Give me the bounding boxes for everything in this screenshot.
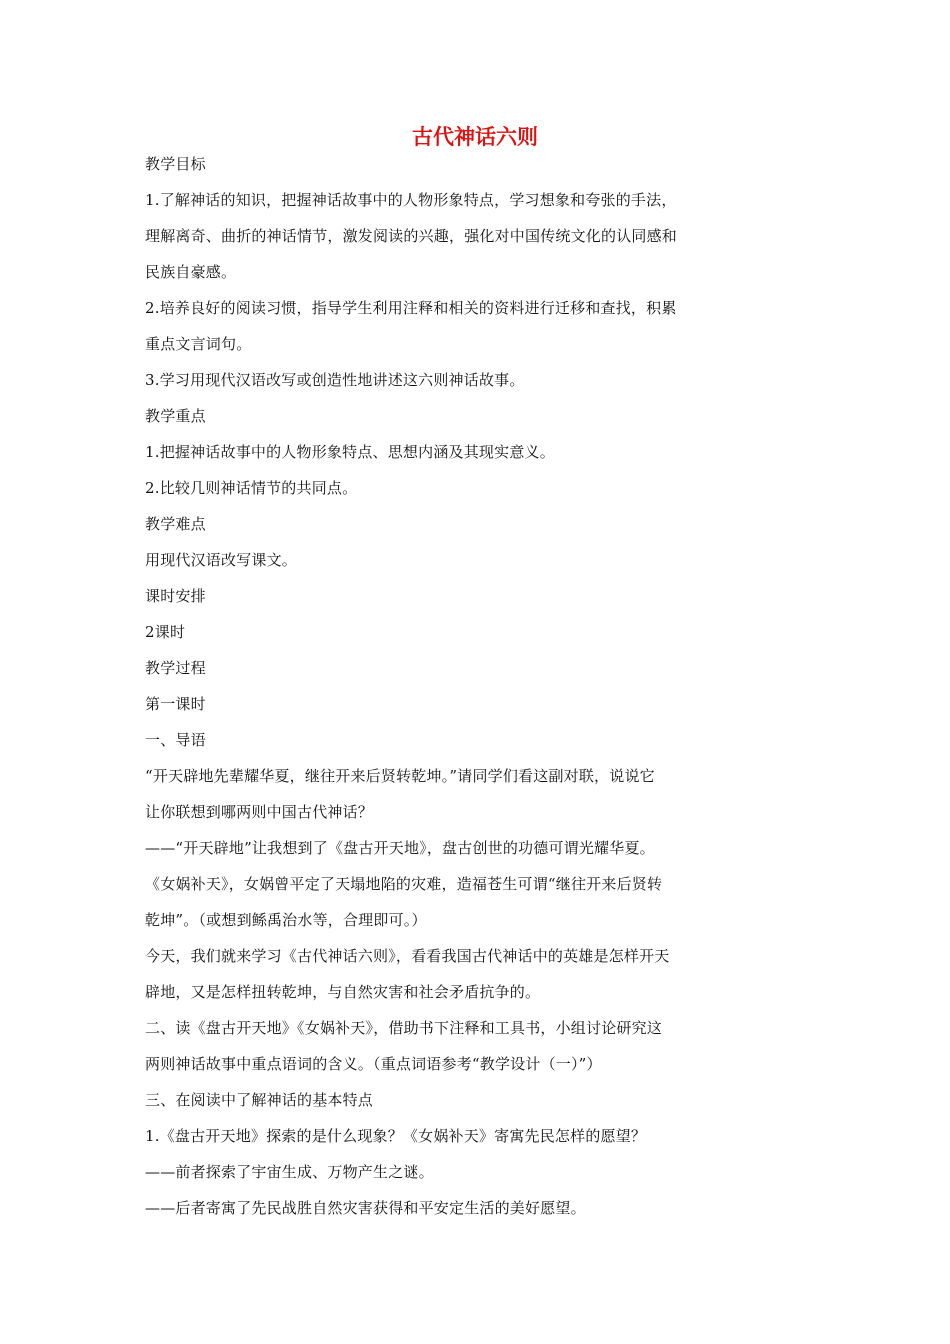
document-body <box>145 146 745 1226</box>
paragraph-line: 今天，我们就来学习《古代神话六则》，看看我国古代神话中的英雄是怎样开天 <box>145 947 670 965</box>
paragraph-line: ——后者寄寓了先民战胜自然灾害获得和平安定生活的美好愿望。 <box>145 1199 586 1217</box>
paragraph-line: 乾坤”。（或想到鲧禹治水等，合理即可。） <box>145 911 427 929</box>
paragraph-line: 让你联想到哪两则中国古代神话？ <box>145 803 374 821</box>
paragraph-line: 1.把握神话故事中的人物形象特点、思想内涵及其现实意义。 <box>145 443 555 461</box>
paragraph-line: ——“开天辟地”让我想到了《盘古开天地》，盘古创世的功德可谓光耀华夏。 <box>145 839 655 857</box>
section-heading-process: 教学过程 <box>145 659 206 677</box>
section-heading-schedule: 课时安排 <box>145 587 206 605</box>
paragraph-line: 3.学习用现代汉语改写或创造性地讲述这六则神话故事。 <box>145 371 525 389</box>
paragraph-line: 用现代汉语改写课文。 <box>145 551 298 569</box>
paragraph-line: “开天辟地先辈耀华夏，继往开来后贤转乾坤。”请同学们看这副对联，说说它 <box>145 767 655 785</box>
paragraph-line: 2课时 <box>145 623 186 641</box>
paragraph-line: 二、读《盘古开天地》《女娲补天》，借助书下注释和工具书，小组讨论研究这 <box>145 1019 663 1037</box>
paragraph-line: 民族自豪感。 <box>145 263 237 281</box>
document-title: 古代神话六则 <box>412 125 538 149</box>
paragraph-line: 辟地，又是怎样扭转乾坤，与自然灾害和社会矛盾抗争的。 <box>145 983 541 1001</box>
section-heading-objectives: 教学目标 <box>145 155 206 173</box>
paragraph-line: 2.比较几则神话情节的共同点。 <box>145 479 358 497</box>
section-heading-features: 三、在阅读中了解神话的基本特点 <box>145 1091 374 1109</box>
section-heading-difficulties: 教学难点 <box>145 515 206 533</box>
paragraph-line: 重点文言词句。 <box>145 335 252 353</box>
section-heading-key-points: 教学重点 <box>145 407 206 425</box>
paragraph-line: 《女娲补天》，女娲曾平定了天塌地陷的灾难，造福苍生可谓“继往开来后贤转 <box>145 875 663 893</box>
paragraph-line: 1.了解神话的知识，把握神话故事中的人物形象特点，学习想象和夸张的手法， <box>145 191 677 209</box>
paragraph-line: 两则神话故事中重点语词的含义。（重点词语参考“教学设计（一）”） <box>145 1055 602 1073</box>
paragraph-line: ——前者探索了宇宙生成、万物产生之谜。 <box>145 1163 434 1181</box>
paragraph-line: 2.培养良好的阅读习惯，指导学生利用注释和相关的资料进行迁移和查找，积累 <box>145 299 677 317</box>
section-heading-first-lesson: 第一课时 <box>145 695 206 713</box>
paragraph-line: 理解离奇、曲折的神话情节，激发阅读的兴趣，强化对中国传统文化的认同感和 <box>145 227 678 245</box>
section-heading-introduction: 一、导语 <box>145 731 206 749</box>
paragraph-line: 1.《盘古开天地》探索的是什么现象？《女娲补天》寄寓先民怎样的愿望？ <box>145 1127 647 1145</box>
